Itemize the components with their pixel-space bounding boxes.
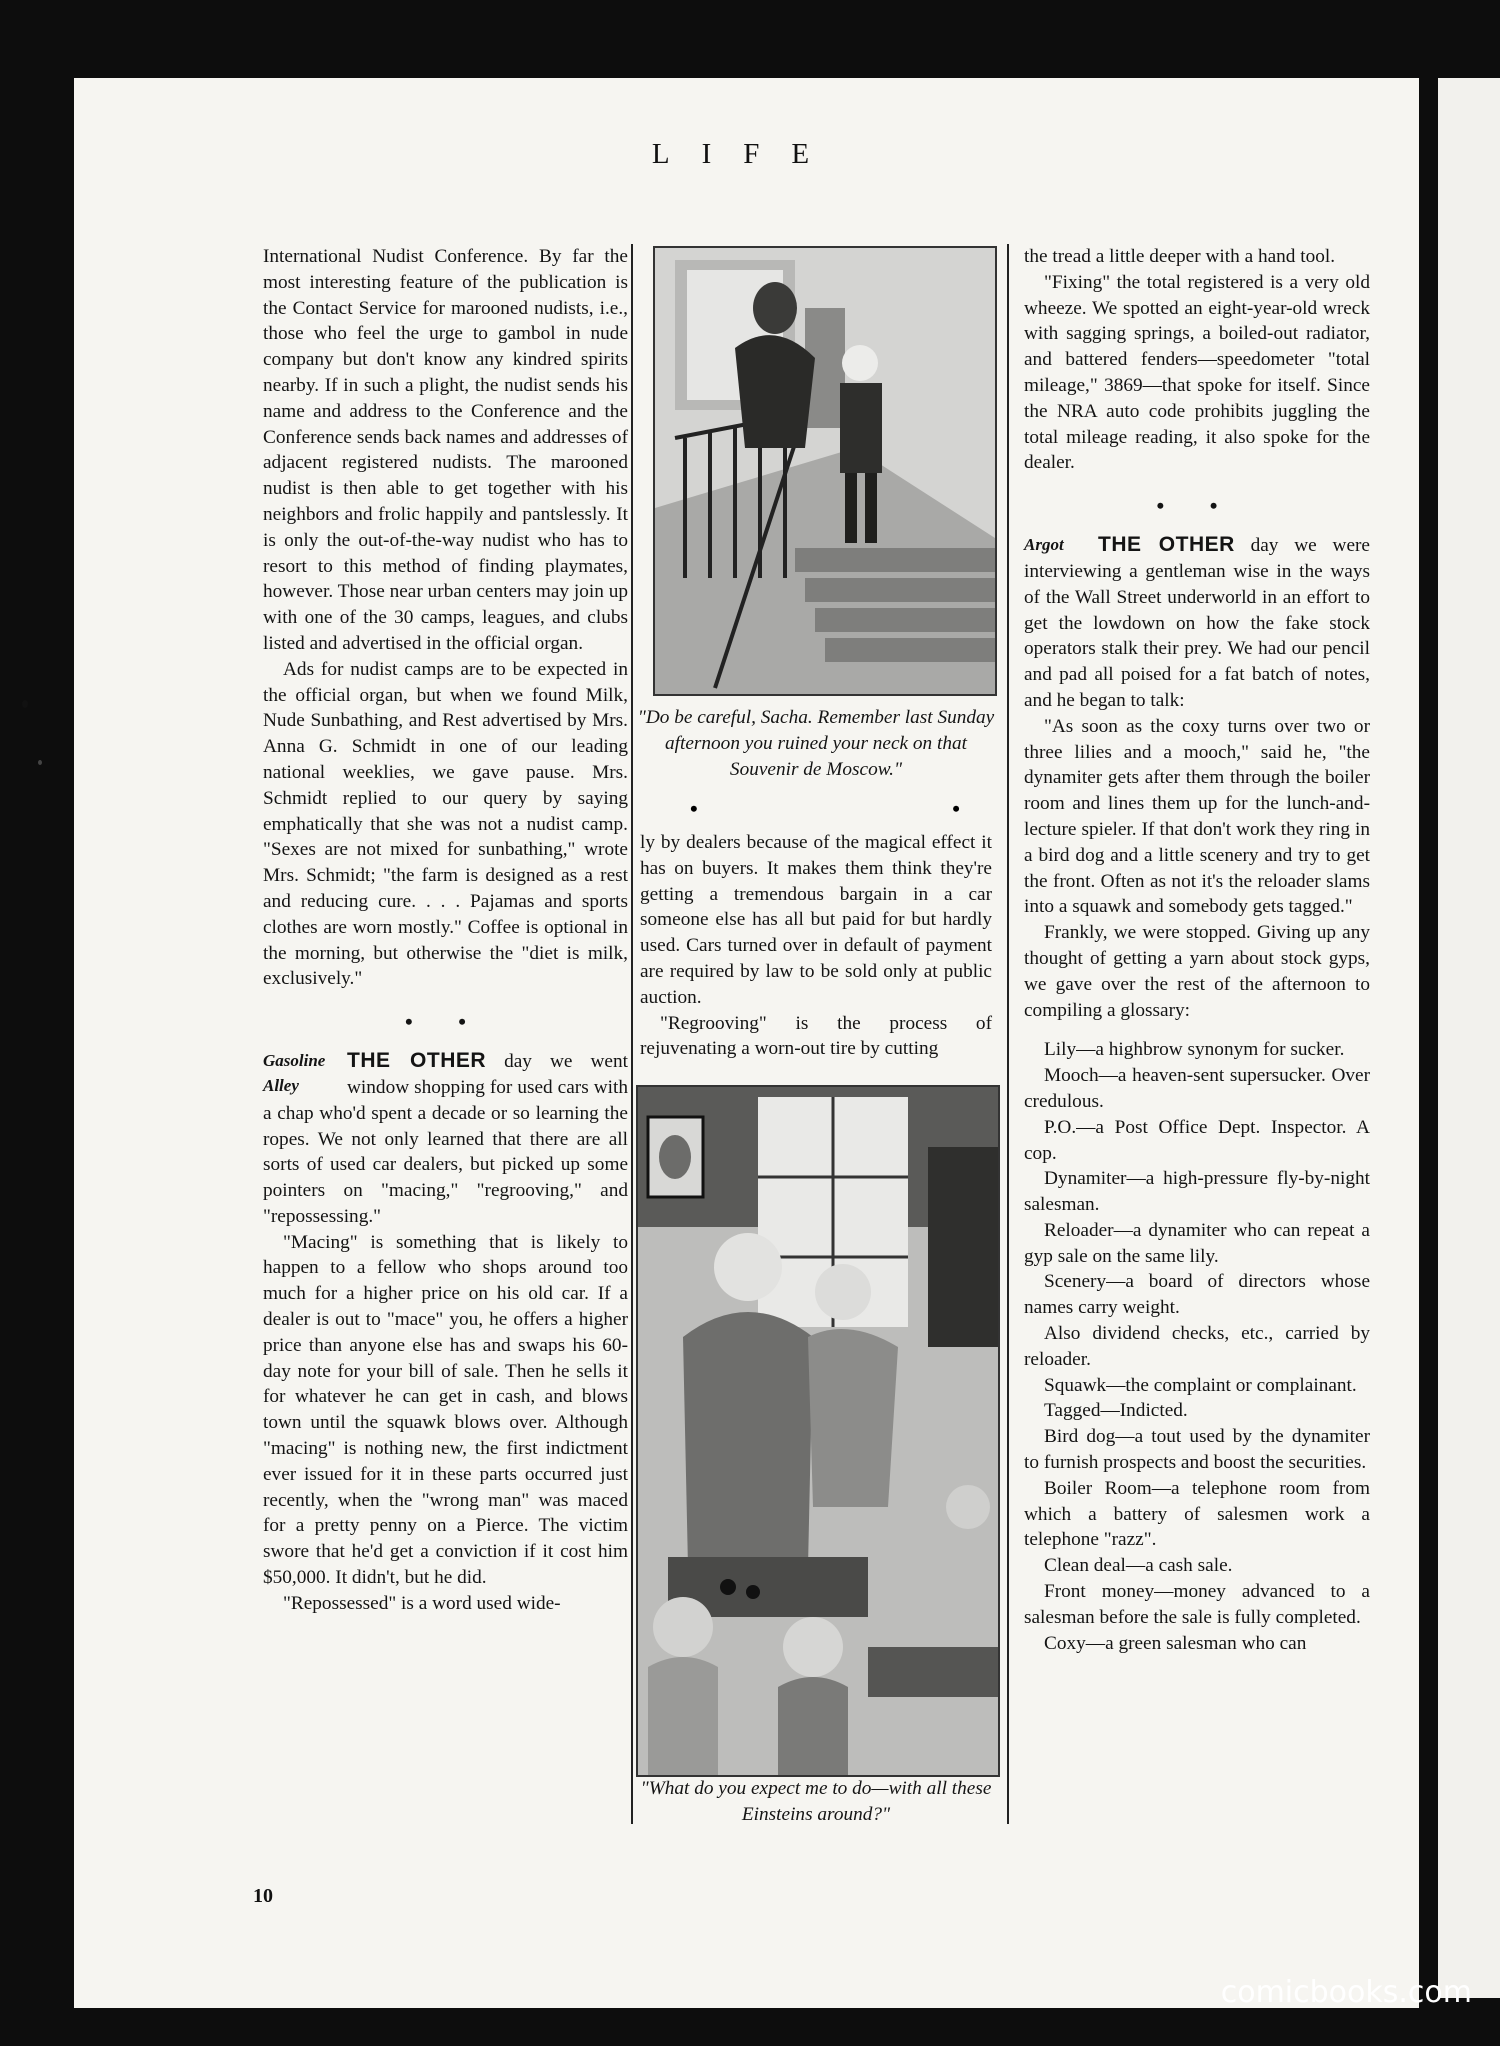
watermark: comicbooks.com — [1220, 1975, 1472, 2010]
divider-dot: • — [690, 796, 698, 821]
cartoon-caption-top: "Do be careful, Sacha. Remember last Sunday afternoon you ruined your neck on that Souvenir de Moscow." — [637, 707, 995, 780]
section-divider: • • — [405, 1009, 486, 1035]
glossary-entry: Lily—a highbrow synonym for sucker. — [1044, 1039, 1345, 1061]
lead-caps: THE OTHER — [1098, 533, 1235, 557]
staircase-drawing — [655, 248, 995, 694]
glossary-entry: Clean deal—a cash sale. — [1044, 1555, 1233, 1577]
adjacent-page-edge — [1438, 78, 1500, 1998]
glossary-entry: Dynamiter—a high-pressure fly-by-night salesman. — [1024, 1168, 1370, 1216]
cartoon-caption-bottom: "What do you expect me to do—with all these Einsteins around?" — [640, 1778, 992, 1825]
section-divider — [660, 796, 990, 822]
scan-speck — [22, 700, 28, 708]
glossary-entry: Reloader—a dynamiter who can repeat a gyp sale on the same lily. — [1024, 1219, 1370, 1267]
lead-text: day we went window shopping for used cars with a chap who'd spent a decade or so learning the ropes. We not only learned that there are all sorts of used car dealers, but picked up some pointers on "macing," "regrooving," and "repossessing." — [263, 1051, 628, 1227]
section-divider: • • — [1156, 493, 1238, 519]
paragraph: the tread a little deeper with a hand tool. — [1024, 246, 1336, 267]
glossary-entry: Mooch—a heaven-sent supersucker. Over credulous. — [1024, 1065, 1370, 1112]
scan-speck — [38, 760, 42, 765]
paragraph: "Regrooving" is the process of rejuvenating a worn-out tire by cutting — [640, 1012, 992, 1060]
paragraph: Ads for nudist camps are to be expected in the official organ, but when we found Milk, Nude Sunbathing, and Rest advertised by Mrs. Anna G. Schmidt in one of our leading national weeklies, we gave pause. Mrs. Schmidt replied to our query by saying emphatically that she was not a nudist camp. "Sexes are not mixed for sunbathing," wrote Mrs. Schmidt; "the farm is designed as a rest and reducing cure. . . . Pajamas and sports clothes are worn mostly." Coffee is optional in the morning, but otherwise the "diet is milk, exclusively." — [263, 658, 628, 990]
glossary-entry: P.O.—a Post Office Dept. Inspector. A cop. — [1024, 1116, 1370, 1164]
paragraph: Frankly, we were stopped. Giving up any thought of getting a yarn about stock gyps, we gave over the rest of the afternoon to compiling a glossary: — [1024, 922, 1370, 1021]
cartoon-illustration-staircase — [653, 246, 997, 696]
glossary-entry: Squawk—the complaint or complainant. — [1044, 1374, 1357, 1396]
glossary-entry: Boiler Room—a telephone room from which a battery of salesmen work a telephone "razz". — [1024, 1477, 1370, 1551]
article-column-middle — [640, 830, 992, 1062]
classroom-drawing — [638, 1087, 998, 1775]
sidehead: Argot — [1024, 535, 1064, 555]
section-argot — [1024, 532, 1370, 1656]
paragraph: "Fixing" the total registered is a very old wheeze. We spotted an eight-year-old wreck with sagging springs, a boiled-out radiator, and battered fenders—speedometer "total mileage," 3869—that spoke for itself. Since the NRA auto code prohibits juggling the total mileage reading, it also spoke for the dealer. — [1024, 271, 1370, 474]
paragraph: ly by dealers because of the magical effect it has on buyers. It makes them think they're getting a tremendous bargain in a car someone else has all but paid for but hardly used. Cars turned over in default of payment are required by law to be sold only at public auction. — [640, 832, 992, 1008]
paragraph: "As soon as the coxy turns over two or three lilies and a mooch," said he, "the dynamiter gets after them through the boiler room and lines them up for the lunch-and-lecture spieler. If that don't work they ring in a bird dog and a little scenery and try to get the front. Often as not it's the reloader slams into a squawk and somebody gets tagged." — [1024, 715, 1370, 918]
divider-dot: • — [952, 796, 960, 821]
sidehead: Gasoline Alley — [263, 1051, 326, 1096]
paragraph: International Nudist Conference. By far the most interesting feature of the publication is the Contact Service for marooned nudists, i.e., those who feel the urge to gambol in nude company but don't know any kindred spirits nearby. If in such a plight, the nudist sends his name and address to the Conference and the Conference sends back names and addresses of adjacent registered nudists. The marooned nudist is then able to get together with his neighbors and frolic happily and pantslessly. It is only the out-of-the-way nudist who has to resort to this method of finding playmates, however. Those near urban centers may join up with one of the 30 camps, leagues, and clubs listed and advertised in the official organ. — [263, 246, 628, 654]
glossary-entry: Tagged—Indicted. — [1044, 1400, 1188, 1422]
section-lead-paragraph — [1024, 532, 1370, 714]
page-number: 10 — [253, 1885, 273, 1907]
article-column-right — [1024, 244, 1370, 1656]
paragraph: "Repossessed" is a word used wide- — [283, 1592, 561, 1614]
article-column-left — [263, 244, 628, 1617]
column-rule-left — [631, 244, 633, 1824]
lead-caps: THE OTHER — [347, 1049, 487, 1073]
cartoon-illustration-classroom — [636, 1085, 1000, 1777]
glossary-entry: Bird dog—a tout used by the dynamiter to furnish prospects and boost the securities. — [1024, 1426, 1370, 1474]
masthead: LIFE — [651, 138, 842, 170]
glossary-entry: Front money—money advanced to a salesman before the sale is fully completed. — [1024, 1581, 1370, 1628]
column-rule-right — [1007, 244, 1009, 1824]
lead-text: day we were interviewing a gentleman wise in the ways of the Wall Street underworld in an effort to get the lowdown on how the fake stock operators stalk their prey. We had our pencil and pad all poised for a fat batch of notes, and he began to talk: — [1024, 535, 1370, 711]
glossary-entry: Scenery—a board of directors whose names carry weight. — [1024, 1271, 1370, 1319]
glossary-entry: Coxy—a green salesman who can — [1044, 1632, 1307, 1654]
glossary-entry: Also dividend checks, etc., carried by reloader. — [1024, 1323, 1370, 1370]
paragraph: "Macing" is something that is likely to happen to a fellow who shops around too much for a higher price on his old car. If a dealer is out to "mace" you, he offers a higher price than anyone else has and swaps his 60-day note for your bill of sale. Then he sells it for whatever he can get in cash, and blows town until the squawk blows over. Although "macing" is nothing new, the first indictment ever issued for it in these parts occurred just recently, when the "wrong man" was maced for a pretty penny on a Pierce. The victim swore that he'd get a conviction if it cost him $50,000. It didn't, but he did. — [263, 1231, 628, 1589]
section-gasoline-alley — [263, 1048, 628, 1617]
